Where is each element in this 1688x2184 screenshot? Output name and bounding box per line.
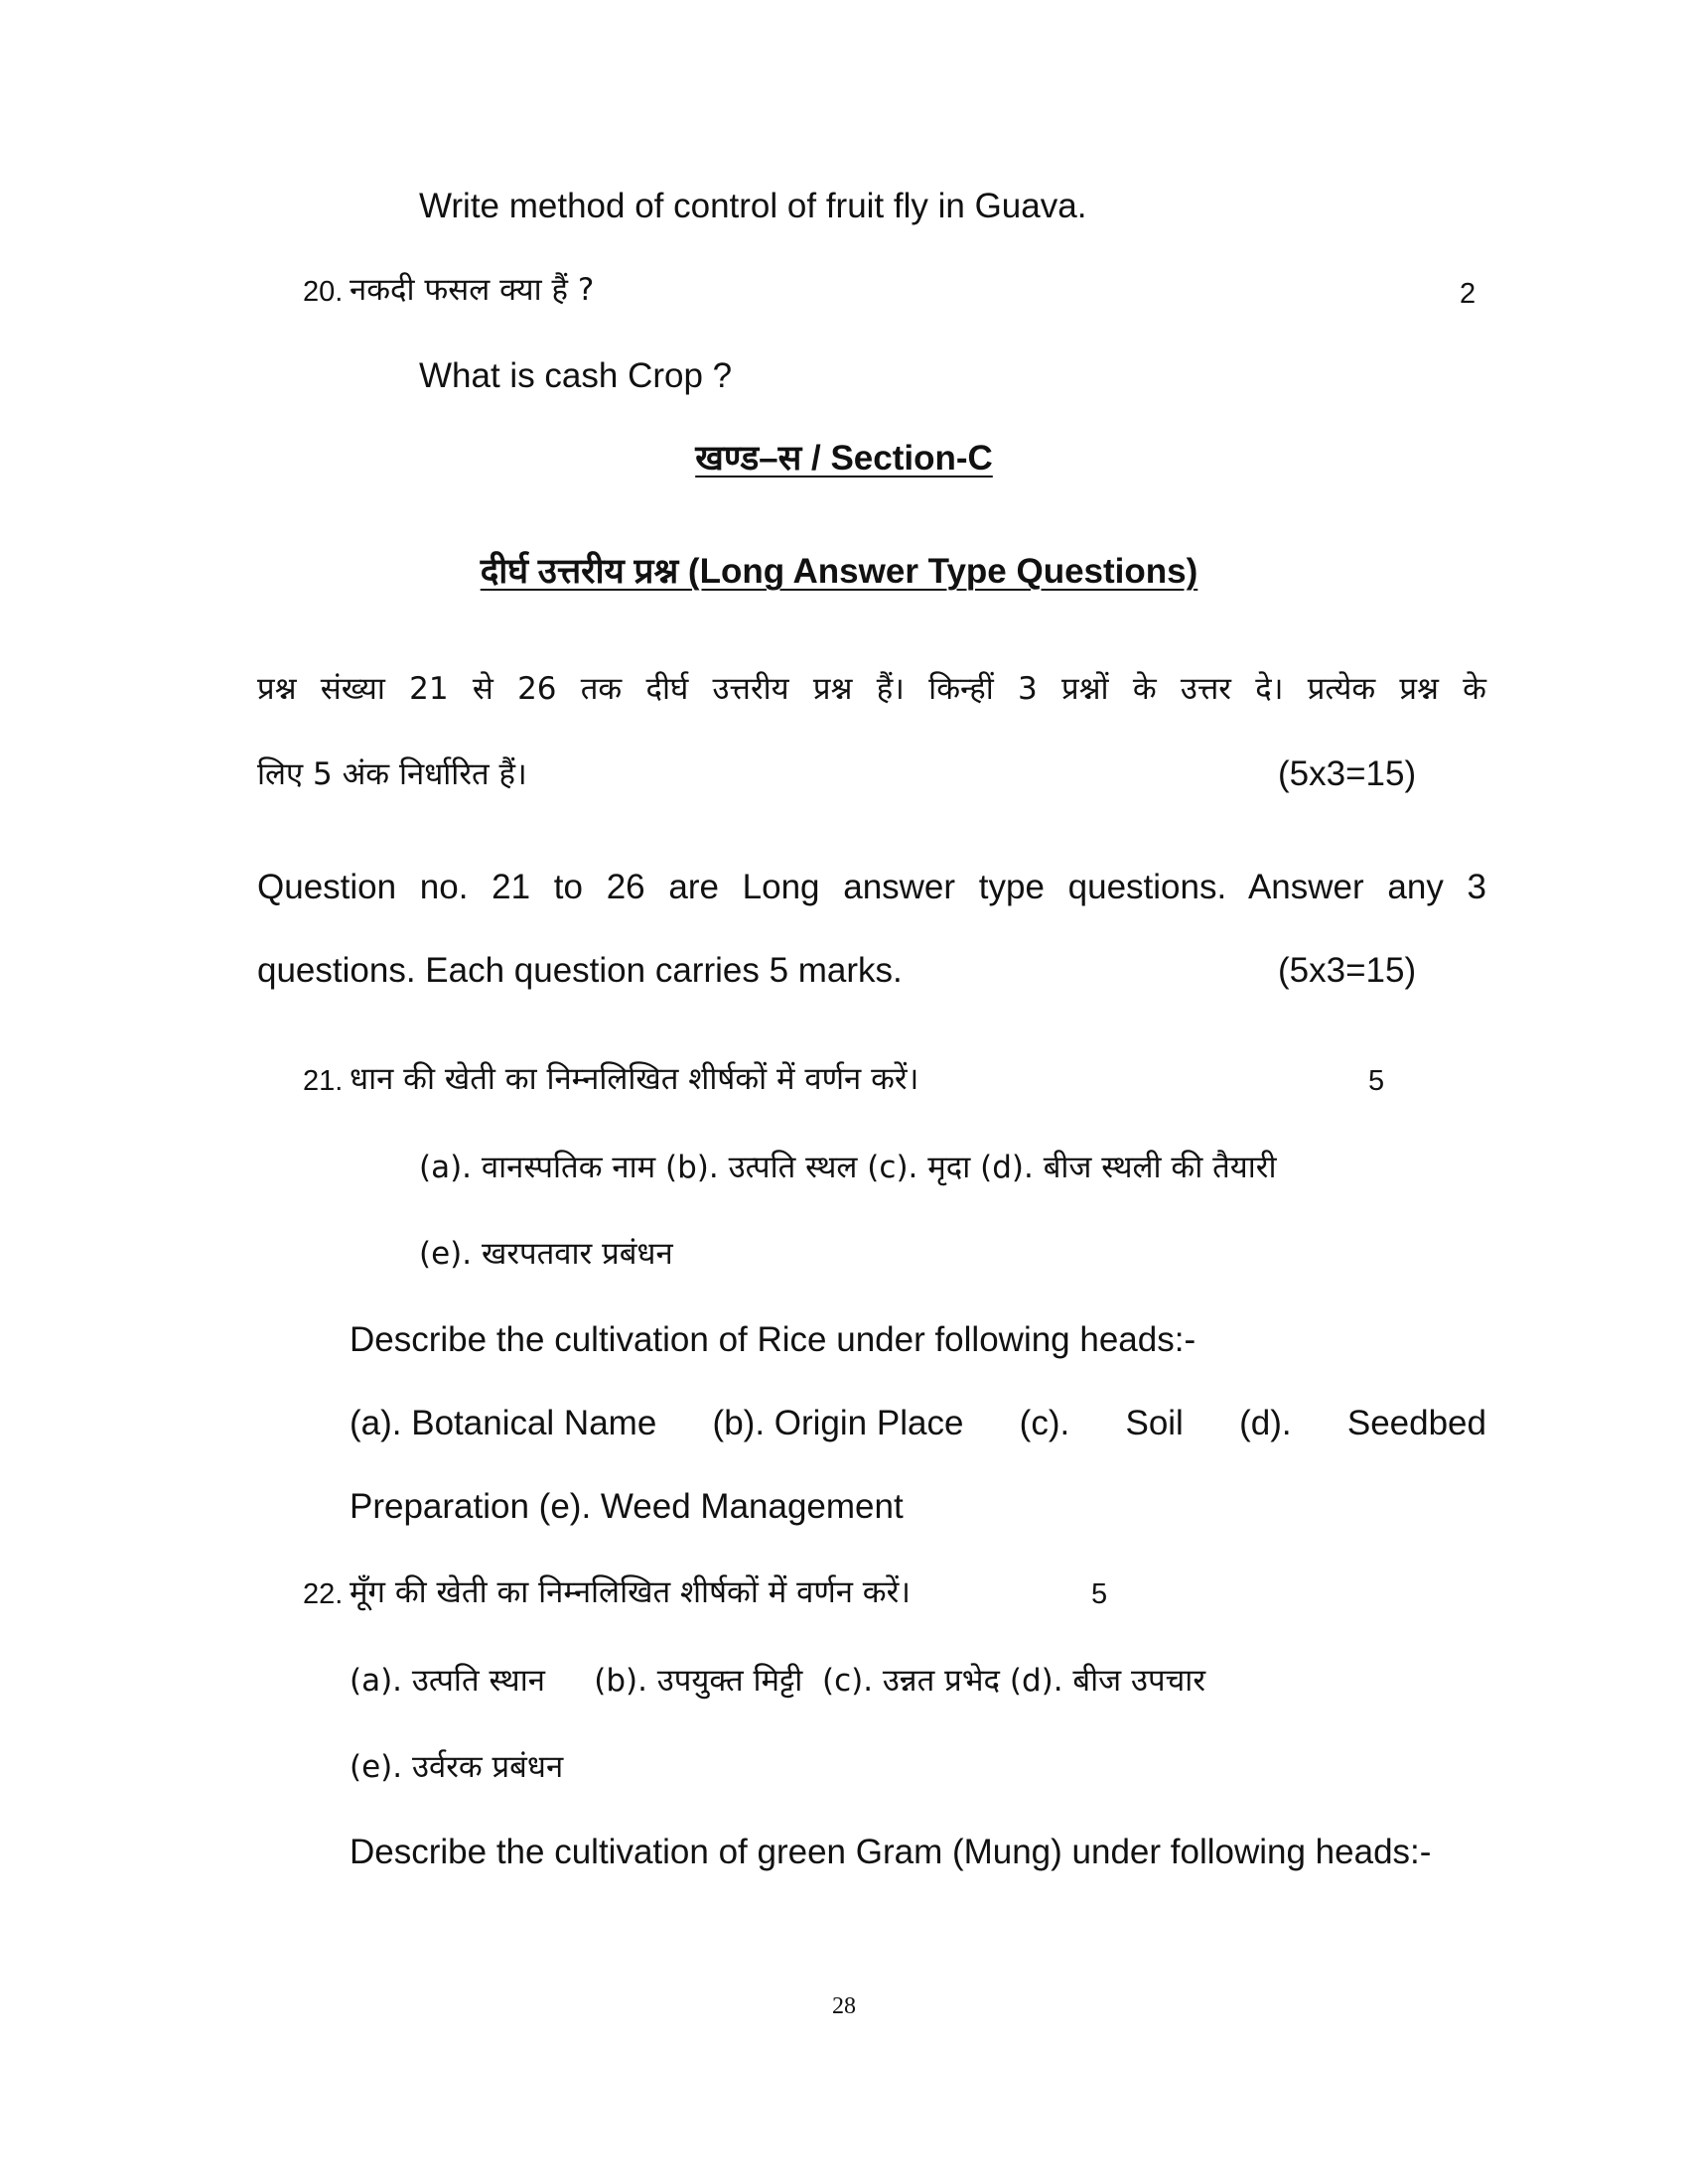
section-subtitle: दीर्घ उत्तरीय प्रश्न (Long Answer Type Questions) — [480, 552, 1198, 591]
q21-head-a: (a). Botanical Name — [350, 1404, 657, 1442]
q20-marks: 2 — [1460, 278, 1477, 310]
q21-hindi-heads-line-2: (e). खरपतवार प्रबंधन — [419, 1236, 673, 1272]
q21-head-d: Seedbed — [1346, 1404, 1486, 1442]
q21-head-c: Soil — [1125, 1404, 1184, 1442]
instructions-english-line-1: Question no. 21 to 26 are Long answer type questions. Answer any 3 — [257, 868, 1486, 906]
q20-hindi-text: नकदी फसल क्या हैं ? — [350, 272, 595, 308]
q21-english-heads-line-1 — [350, 1402, 1486, 1445]
q19-english-text: Write method of control of fruit fly in Guava. — [419, 187, 1087, 225]
q22-english-text: Describe the cultivation of green Gram (Mung) under following heads:- — [350, 1833, 1432, 1871]
q20-number: 20. — [303, 276, 344, 308]
q21-hindi-heads-line-1: (a). वानस्पतिक नाम (b). उत्पति स्थल (c). मृदा (d). बीज स्थली की तैयारी — [419, 1150, 1277, 1185]
q21-english-heads-line-2: Preparation (e). Weed Management — [350, 1487, 904, 1526]
instructions-hindi-marks: (5x3=15) — [1278, 754, 1417, 793]
q22-hindi-heads-line-1: (a). उत्पति स्थान (b). उपयुक्त मिट्टी (c). उन्नत प्रभेद (d). बीज उपचार — [350, 1663, 1206, 1699]
section-title: खण्ड–स / Section-C — [695, 439, 993, 478]
q21-head-c-label: (c). — [1019, 1404, 1070, 1442]
instructions-english-line-2: questions. Each question carries 5 marks. — [257, 951, 903, 990]
q22-hindi-heads-line-2: (e). उर्वरक प्रबंधन — [350, 1749, 564, 1785]
instructions-hindi-line-2: लिए 5 अंक निर्धारित हैं। — [257, 756, 527, 792]
instructions-english-marks: (5x3=15) — [1278, 951, 1417, 990]
q21-head-d-label: (d). — [1239, 1404, 1292, 1442]
instructions-hindi-line-1: प्रश्न संख्या 21 से 26 तक दीर्घ उत्तरीय प्रश्न हैं। किन्हीं 3 प्रश्नों के उत्तर दे। प्रत्येक प्रश्न के — [257, 671, 1486, 707]
q21-marks: 5 — [1368, 1065, 1385, 1097]
q22-hindi-text: मूँग की खेती का निम्नलिखित शीर्षकों में वर्णन करें। — [350, 1574, 912, 1610]
q21-number: 21. — [303, 1065, 344, 1097]
q22-number: 22. — [303, 1578, 344, 1610]
q21-english-text: Describe the cultivation of Rice under following heads:- — [350, 1320, 1196, 1359]
q20-english-text: What is cash Crop ? — [419, 356, 733, 395]
q21-hindi-text: धान की खेती का निम्नलिखित शीर्षकों में वर्णन करें। — [350, 1061, 919, 1097]
page-number: 28 — [832, 1993, 856, 2019]
q21-head-b: (b). Origin Place — [712, 1404, 964, 1442]
q22-marks: 5 — [1091, 1578, 1108, 1610]
